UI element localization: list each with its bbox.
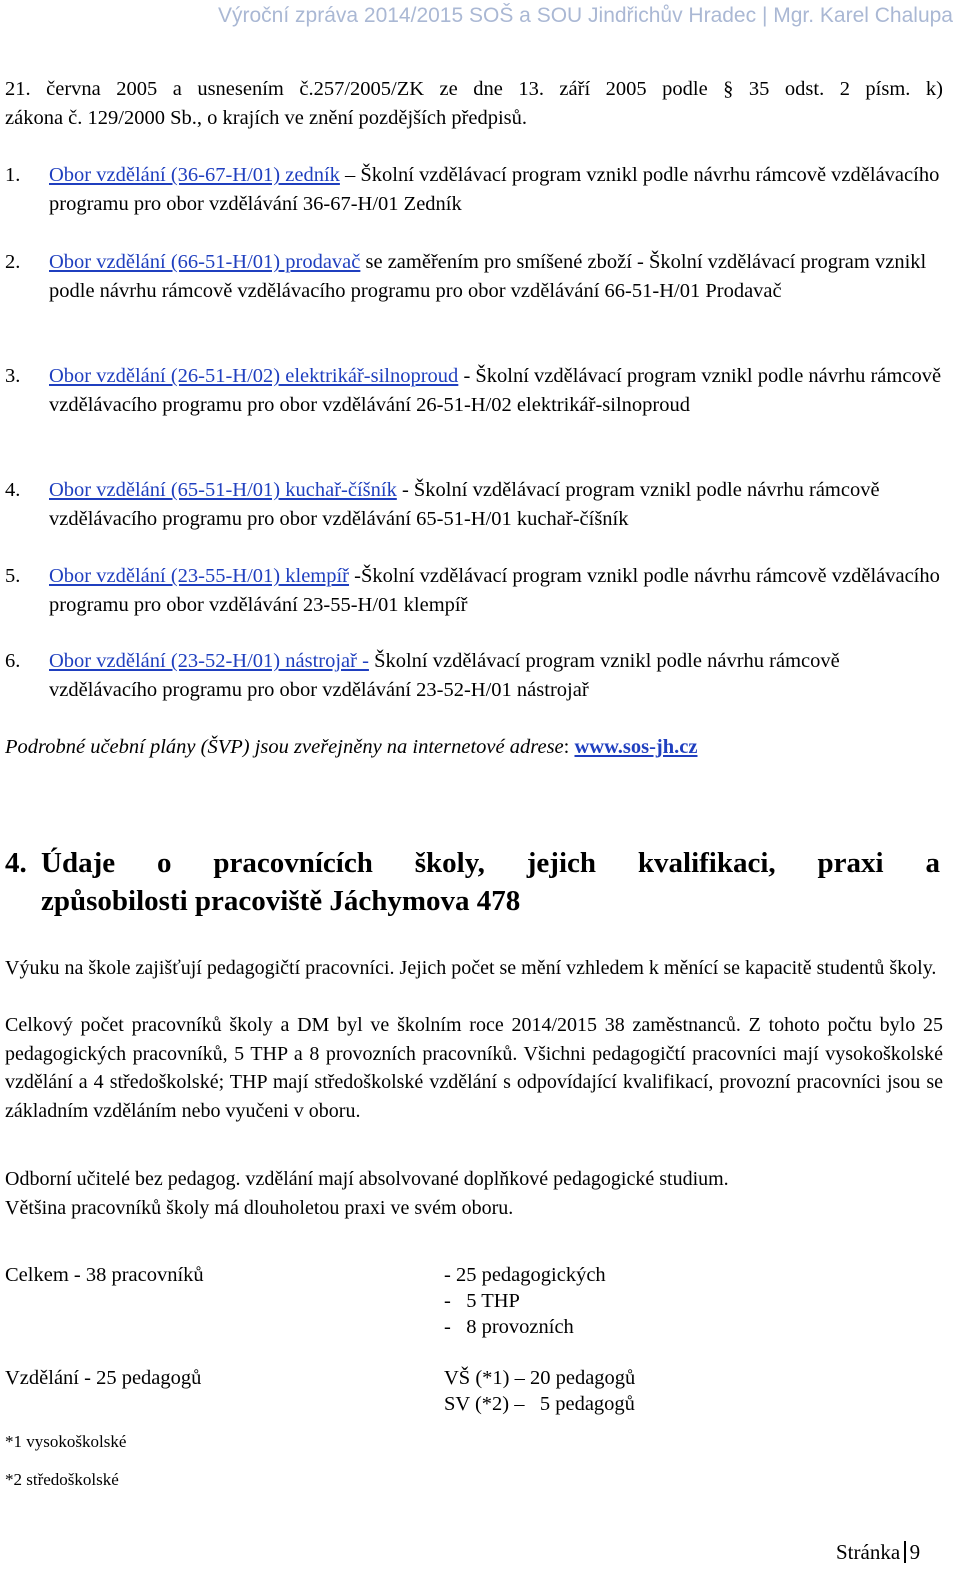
education-label: Vzdělání - 25 pedagogů: [5, 1367, 202, 1389]
education-item: VŠ (*1) – 20 pedagogů: [444, 1367, 636, 1389]
staff-breakdown: [444, 1262, 606, 1340]
section-heading: [5, 844, 940, 920]
website-link[interactable]: www.sos-jh.cz: [574, 736, 698, 758]
section-title-line-2: způsobilosti pracoviště Jáchymova 478: [41, 885, 521, 917]
program-link[interactable]: Obor vzdělání (66-51-H/01) prodavač: [49, 251, 361, 273]
program-link[interactable]: Obor vzdělání (23-55-H/01) klempíř: [49, 565, 350, 587]
program-item-1: [5, 161, 950, 218]
program-link[interactable]: Obor vzdělání (36-67-H/01) zedník: [49, 164, 340, 186]
staff-total-label: Celkem - 38 pracovníků: [5, 1264, 204, 1286]
colon: :: [563, 736, 570, 758]
staff-paragraph-3b: Většina pracovníků školy má dlouholetou praxi ve svém oboru.: [5, 1197, 514, 1219]
footer-divider: [904, 1541, 906, 1563]
staff-paragraph-1: Výuku na škole zajišťují pedagogičtí pracovníci. Jejich počet se mění vzhledem k měnící se kapacitě studentů školy.: [5, 957, 937, 979]
list-number: 5.: [5, 565, 21, 587]
section-title-line-1: Údaje o pracovnících školy, jejich kvalifikaci, praxi a: [41, 847, 940, 879]
page-number: 9: [909, 1540, 921, 1564]
program-description: - Školní vzdělávací program vznikl podle návrhu rámcově vzdělávacího programu pro obor vzdělávání 26-51-H/02 elektrikář-silnoproud: [49, 365, 942, 416]
curriculum-note-text: Podrobné učební plány (ŠVP) jsou zveřejněny na internetové adrese: [5, 736, 564, 758]
program-item-3: [5, 362, 950, 419]
breakdown-item: - 5 THP: [444, 1290, 520, 1312]
program-link[interactable]: Obor vzdělání (23-52-H/01) nástrojař -: [49, 650, 369, 672]
program-link[interactable]: Obor vzdělání (65-51-H/01) kuchař-číšník: [49, 479, 397, 501]
section-number: 4.: [5, 847, 27, 879]
program-description: -Školní vzdělávací program vznikl podle návrhu rámcově vzdělávacího programu pro obor vzdělávání 23-55-H/01 klempíř: [49, 565, 940, 616]
education-item: SV (*2) – 5 pedagogů: [444, 1393, 635, 1415]
education-breakdown: [444, 1365, 635, 1417]
curriculum-note: [5, 733, 943, 762]
breakdown-item: - 8 provozních: [444, 1316, 574, 1338]
list-number: 4.: [5, 479, 21, 501]
intro-line-1: 21. června 2005 a usnesením č.257/2005/ZK ze dne 13. září 2005 podle § 35 odst. 2 písm. k): [5, 78, 943, 100]
list-number: 2.: [5, 251, 21, 273]
program-item-5: [5, 562, 950, 619]
footnote-1: *1 vysokoškolské: [5, 1432, 127, 1451]
list-number: 1.: [5, 164, 21, 186]
staff-paragraph-3a: Odborní učitelé bez pedagog. vzdělání mají absolvované doplňkové pedagogické studium.: [5, 1168, 729, 1190]
program-description: Školní vzdělávací program vznikl podle návrhu rámcově vzdělávacího programu pro obor vzdělávání 23-52-H/01 nástrojař: [49, 650, 840, 701]
program-description: - Školní vzdělávací program vznikl podle návrhu rámcově vzdělávacího programu pro obor vzdělávání 65-51-H/01 kuchař-číšník: [49, 479, 880, 530]
list-number: 6.: [5, 650, 21, 672]
list-number: 3.: [5, 365, 21, 387]
footnote-2: *2 středoškolské: [5, 1470, 119, 1489]
program-item-2: [5, 248, 950, 305]
page-label: Stránka: [836, 1540, 901, 1564]
program-item-6: [5, 647, 950, 704]
program-item-4: [5, 476, 950, 533]
program-description: – Školní vzdělávací program vznikl podle návrhu rámcově vzdělávacího programu pro obor vzdělávání 36-67-H/01 Zedník: [49, 164, 940, 215]
program-description: se zaměřením pro smíšené zboží - Školní vzdělávací program vznikl podle návrhu rámcově vzdělávacího programu pro obor vzdělávání 66-51-H/01 Prodavač: [49, 251, 927, 302]
program-link[interactable]: Obor vzdělání (26-51-H/02) elektrikář-silnoproud: [49, 365, 459, 387]
running-header: Výroční zpráva 2014/2015 SOŠ a SOU Jindřichův Hradec | Mgr. Karel Chalupa: [218, 4, 953, 27]
breakdown-item: - 25 pedagogických: [444, 1264, 606, 1286]
staff-paragraph-2: Celkový počet pracovníků školy a DM byl ve školním roce 2014/2015 38 zaměstnanců. Z tohoto počtu bylo 25 pedagogických pracovníků, 5 THP a 8 provozních pracovníků. Všichni pedagogičtí pracovníci mají vysokoškolské vzdělání a 4 středoškolské; THP mají středoškolské vzdělání s odpovídající kvalifikací, provozní pracovníci jsou se základním vzděláním nebo vyučeni v oboru.: [5, 1014, 943, 1122]
page-footer: [836, 1540, 920, 1565]
intro-line-2: zákona č. 129/2000 Sb., o krajích ve znění pozdějších předpisů.: [5, 107, 528, 129]
